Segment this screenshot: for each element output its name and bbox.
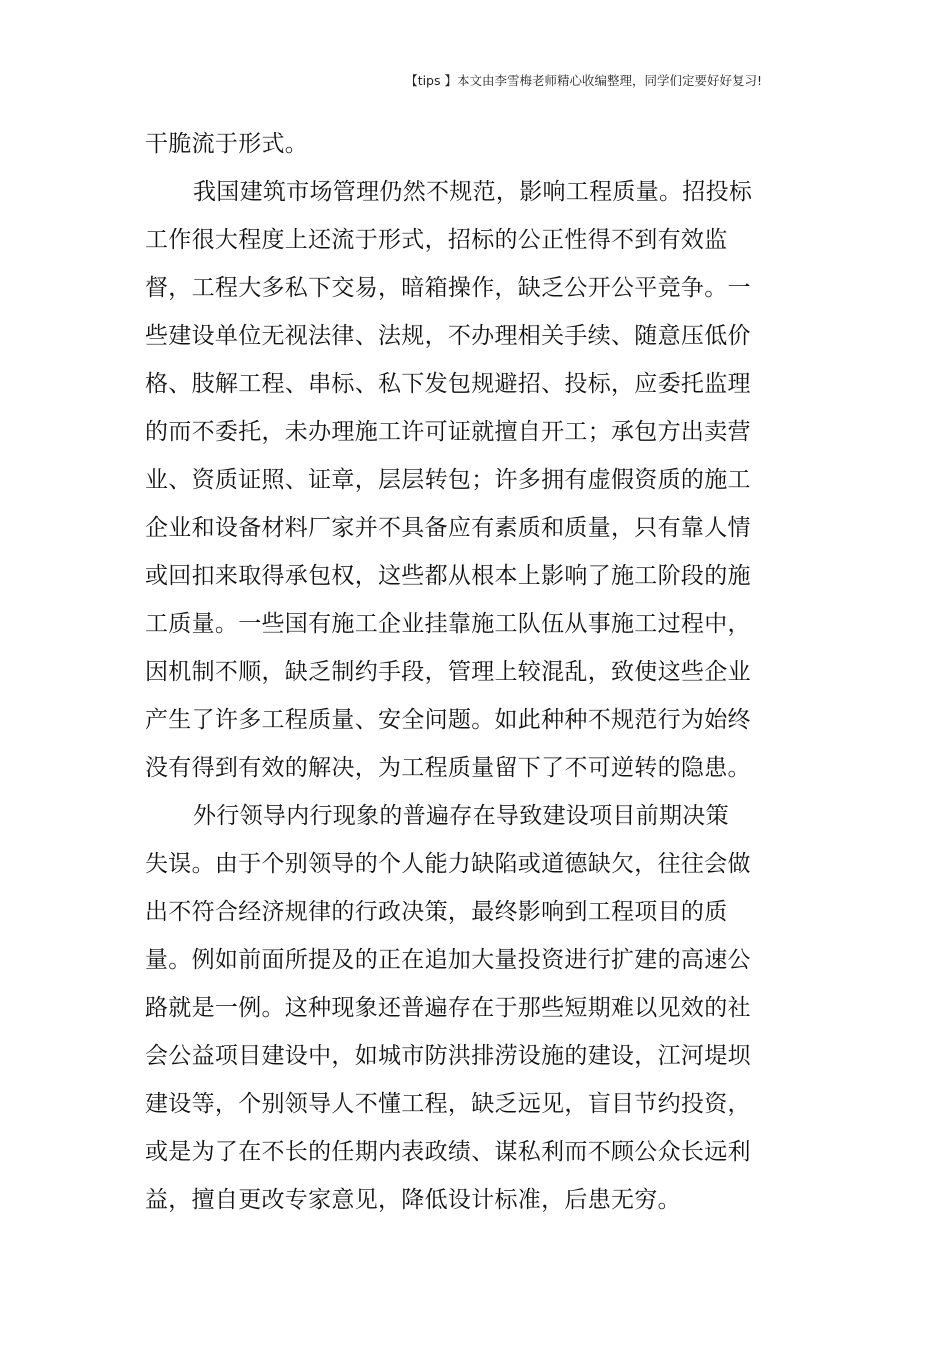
paragraph-line: 的而不委托，未办理施工许可证就擅自开工；承包方出卖营 — [145, 419, 751, 445]
paragraph-line: 量。例如前面所提及的正在追加大量投资进行扩建的高速公 — [145, 947, 751, 973]
paragraph-line: 出不符合经济规律的行政决策，最终影响到工程项目的质 — [145, 899, 728, 925]
paragraph-line: 工质量。一些国有施工企业挂靠施工队伍从事施工过程中， — [145, 611, 751, 637]
paragraph-line: 工作很大程度上还流于形式，招标的公正性得不到有效监 — [145, 227, 728, 253]
paragraph-line: 因机制不顺，缺乏制约手段，管理上较混乱，致使这些企业 — [145, 659, 751, 685]
paragraph-line: 产生了许多工程质量、安全问题。如此种种不规范行为始终 — [145, 707, 751, 733]
paragraph-line: 益，擅自更改专家意见，降低设计标准，后患无穷。 — [145, 1187, 681, 1213]
paragraph-line: 格、肢解工程、串标、私下发包规避招、投标，应委托监理 — [145, 371, 751, 397]
header-tips-note: 【tips 】本文由李雪梅老师精心收编整理，同学们定要好好复习! — [405, 73, 762, 88]
paragraph-line: 些建设单位无视法律、法规，不办理相关手续、随意压低价 — [145, 323, 751, 349]
paragraph-line: 会公益项目建设中，如城市防洪排涝设施的建设，江河堤坝 — [145, 1043, 751, 1069]
paragraph-line: 企业和设备材料厂家并不具备应有素质和质量，只有靠人情 — [145, 515, 751, 541]
paragraph-line: 干脆流于形式。 — [145, 131, 309, 157]
paragraph-line: 我国建筑市场管理仍然不规范，影响工程质量。招投标 — [193, 179, 753, 205]
paragraph-line: 没有得到有效的解决，为工程质量留下了不可逆转的隐患。 — [145, 755, 751, 781]
paragraph-line: 失误。由于个别领导的个人能力缺陷或道德缺欠，往往会做 — [145, 851, 751, 877]
paragraph-line: 或是为了在不长的任期内表政绩、谋私利而不顾公众长远利 — [145, 1139, 751, 1165]
paragraph-line: 业、资质证照、证章，层层转包；许多拥有虚假资质的施工 — [145, 467, 751, 493]
paragraph-line: 建设等，个别领导人不懂工程，缺乏远见，盲目节约投资， — [145, 1091, 751, 1117]
body-text — [145, 120, 753, 1224]
paragraph-line: 或回扣来取得承包权，这些都从根本上影响了施工阶段的施 — [145, 563, 751, 589]
paragraph-line: 督，工程大多私下交易，暗箱操作，缺乏公开公平竞争。一 — [145, 275, 751, 301]
paragraph-line: 路就是一例。这种现象还普遍存在于那些短期难以见效的社 — [145, 995, 751, 1021]
paragraph-line: 外行领导内行现象的普遍存在导致建设项目前期决策 — [193, 803, 729, 829]
